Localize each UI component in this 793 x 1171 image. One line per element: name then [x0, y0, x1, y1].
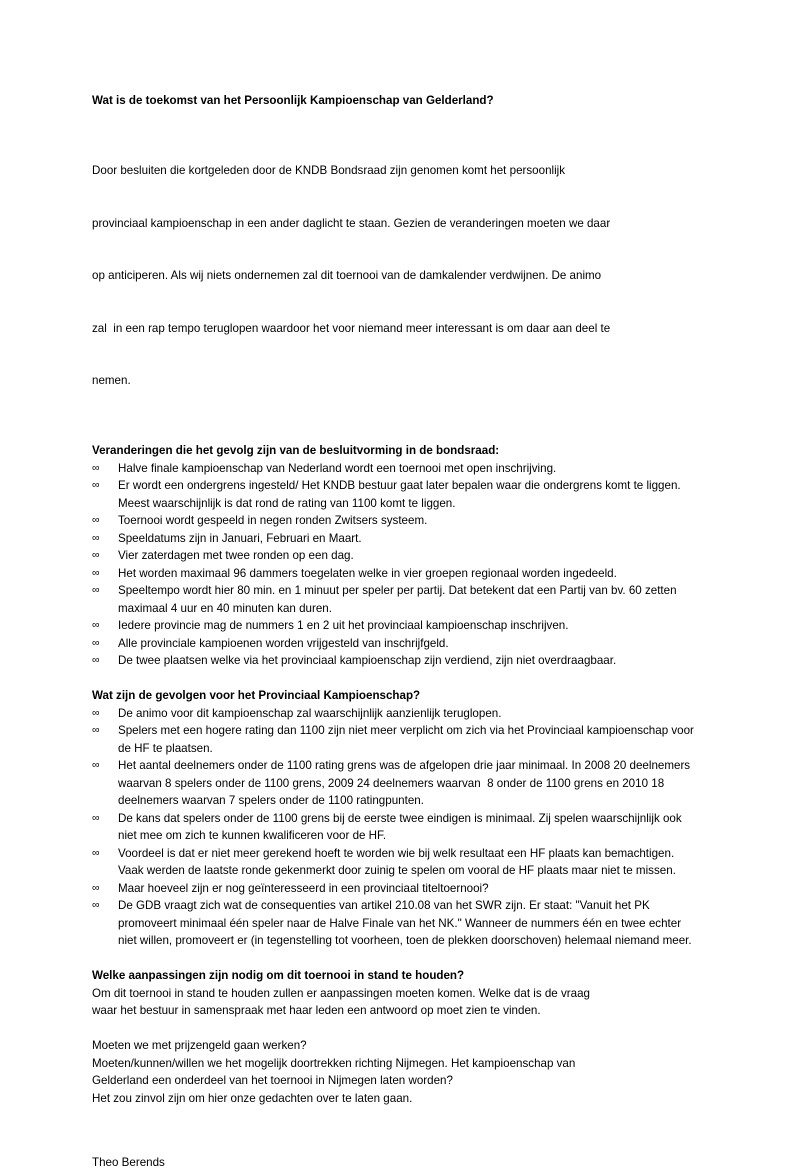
- list-item-label: De kans dat spelers onder de 1100 grens bij de eerste twee eindigen is minimaal. Zij spelen waarschijnlijk ook niet mee om zich te kunnen kwalificeren voor de HF.: [118, 811, 682, 842]
- infinity-bullet-icon: ∞: [92, 846, 100, 859]
- list-item: [92, 810, 696, 845]
- spacer: [92, 1020, 696, 1038]
- list-item: [92, 512, 696, 530]
- list-item: [92, 652, 696, 670]
- list-item-label: Speeldatums zijn in Januari, Februari en Maart.: [118, 531, 362, 545]
- list-item-label: Vier zaterdagen met twee ronden op een dag.: [118, 549, 354, 562]
- infinity-bullet-icon: ∞: [92, 759, 100, 771]
- bullet-list-veranderingen: [92, 460, 696, 670]
- list-item: [92, 722, 696, 757]
- list-item-label: De animo voor dit kampioenschap zal waarschijnlijk aanzienlijk teruglopen.: [118, 706, 502, 720]
- intro-paragraph: [92, 127, 696, 425]
- list-item: [92, 477, 696, 512]
- infinity-bullet-icon: ∞: [92, 706, 100, 719]
- bullet-list-gevolgen: [92, 705, 696, 950]
- infinity-bullet-icon: ∞: [92, 636, 100, 649]
- list-item: [92, 530, 696, 548]
- closing-line-4: Het zou zinvol zijn om hier onze gedachten over te laten gaan.: [92, 1091, 413, 1105]
- spacer: [92, 1107, 696, 1142]
- infinity-bullet-icon: ∞: [92, 514, 100, 526]
- infinity-bullet-icon: ∞: [92, 584, 100, 596]
- list-item: [92, 880, 696, 898]
- intro-line-3: op anticiperen. Als wij niets ondernemen zal dit toernooi van de damkalender verdwijnen. De animo: [92, 269, 602, 282]
- infinity-bullet-icon: ∞: [92, 479, 100, 491]
- infinity-bullet-icon: ∞: [92, 531, 100, 544]
- section-heading-aanpassingen: Welke aanpassingen zijn nodig om dit toernooi in stand te houden?: [92, 969, 465, 982]
- document-body: [92, 92, 696, 1171]
- intro-line-5: nemen.: [92, 374, 131, 387]
- section-heading-gevolgen: Wat zijn de gevolgen voor het Provinciaal Kampioenschap?: [92, 689, 421, 702]
- list-item-label: Er wordt een ondergrens ingesteld/ Het KNDB bestuur gaat later bepalen waar die ondergrens komt te liggen. Meest waarschijnlijk is dat rond de rating van 1100 komt te liggen.: [118, 479, 681, 510]
- list-item-label: De GDB vraagt zich wat de consequenties van artikel 210.08 van het SWR zijn. Er staat: "Vanuit het PK promoveert minimaal één speler naar de Halve Finale van het NK." Wanneer de nummers één en twee echter niet willen, promoveert er (in tegenstelling tot voorheen, toen de plekken doorschoven) helemaal niemand meer.: [118, 899, 692, 947]
- section-heading-veranderingen: Veranderingen die het gevolg zijn van de besluitvorming in de bondsraad:: [92, 444, 500, 457]
- infinity-bullet-icon: ∞: [92, 899, 100, 911]
- list-item-label: Voordeel is dat er niet meer gerekend hoeft te worden wie bij welk resultaat een HF plaats kan bemachtigen. Vaak werden de laatste ronde gekenmerkt door zuinig te spelen om vooral de HF plaats maar niet te missen.: [118, 846, 676, 877]
- spacer: [92, 950, 696, 968]
- spacer: [92, 670, 696, 688]
- list-item-label: De twee plaatsen welke via het provinciaal kampioenschap zijn verdiend, zijn niet overdraagbaar.: [118, 654, 617, 667]
- spacer: [92, 425, 696, 443]
- closing-paragraph: [92, 1037, 696, 1107]
- list-item: [92, 705, 696, 723]
- list-item-label: Speeltempo wordt hier 80 min. en 1 minuut per speler per partij. Dat betekent dat een Partij van bv. 60 zetten maximaal 4 uur en 40 minuten kan duren.: [118, 584, 677, 615]
- list-item: [92, 897, 696, 950]
- closing-line-1: Moeten we met prijzengeld gaan werken?: [92, 1039, 307, 1052]
- infinity-bullet-icon: ∞: [92, 724, 100, 736]
- list-item-label: Spelers met een hogere rating dan 1100 zijn niet meer verplicht om zich via het Provinciaal kampioenschap voor de HF te plaatsen.: [118, 724, 694, 755]
- intro-line-2: provinciaal kampioenschap in een ander daglicht te staan. Gezien de veranderingen moeten we daar: [92, 216, 611, 230]
- infinity-bullet-icon: ∞: [92, 549, 100, 561]
- list-item: [92, 460, 696, 478]
- aanpassingen-paragraph: [92, 985, 696, 1020]
- signature-name: Theo Berends: [92, 1155, 165, 1169]
- page-title: Wat is de toekomst van het Persoonlijk Kampioenschap van Gelderland?: [92, 94, 494, 107]
- list-item: [92, 547, 696, 565]
- infinity-bullet-icon: ∞: [92, 619, 100, 631]
- infinity-bullet-icon: ∞: [92, 881, 100, 894]
- list-item: [92, 635, 696, 653]
- spacer: [92, 110, 696, 128]
- aanpassingen-line-2: waar het bestuur in samenspraak met haar leden een antwoord op moet zien te vinden.: [92, 1004, 541, 1017]
- list-item-label: Halve finale kampioenschap van Nederland wordt een toernooi met open inschrijving.: [118, 461, 557, 475]
- infinity-bullet-icon: ∞: [92, 566, 100, 579]
- list-item: [92, 845, 696, 880]
- list-item-label: Het aantal deelnemers onder de 1100 rating grens was de afgelopen drie jaar minimaal. In 2008 20 deelnemers waarvan 8 spelers onder de 1100 grens, 2009 24 deelnemers waarvan 8 onder de 1100 grens en 2010 18 deelnemers waarvan 7 spelers onder de 1100 ratingpunten.: [118, 759, 694, 807]
- list-item-label: Het worden maximaal 96 dammers toegelaten welke in vier groepen regionaal worden ingedeeld.: [118, 566, 617, 580]
- list-item: [92, 565, 696, 583]
- list-item: [92, 582, 696, 617]
- intro-line-4: zal in een rap tempo teruglopen waardoor het voor niemand meer interessant is om daar aan deel te: [92, 321, 611, 335]
- infinity-bullet-icon: ∞: [92, 654, 100, 666]
- infinity-bullet-icon: ∞: [92, 461, 100, 474]
- closing-line-3: Gelderland een onderdeel van het toernooi in Nijmegen laten worden?: [92, 1074, 453, 1087]
- list-item-label: Alle provinciale kampioenen worden vrijgesteld van inschrijfgeld.: [118, 636, 449, 650]
- list-item-label: Toernooi wordt gespeeld in negen ronden Zwitsers systeem.: [118, 514, 428, 527]
- intro-line-1: Door besluiten die kortgeleden door de KNDB Bondsraad zijn genomen komt het persoonlijk: [92, 164, 566, 177]
- list-item: [92, 617, 696, 635]
- aanpassingen-line-1: Om dit toernooi in stand te houden zullen er aanpassingen moeten komen. Welke dat is de vraag: [92, 986, 590, 1000]
- closing-line-2: Moeten/kunnen/willen we het mogelijk doortrekken richting Nijmegen. Het kampioenschap van: [92, 1056, 576, 1070]
- infinity-bullet-icon: ∞: [92, 811, 100, 824]
- list-item-label: Maar hoeveel zijn er nog geïnteresseerd in een provinciaal titeltoernooi?: [118, 881, 489, 895]
- list-item: [92, 757, 696, 810]
- list-item-label: Iedere provincie mag de nummers 1 en 2 uit het provinciaal kampioenschap inschrijven.: [118, 619, 569, 632]
